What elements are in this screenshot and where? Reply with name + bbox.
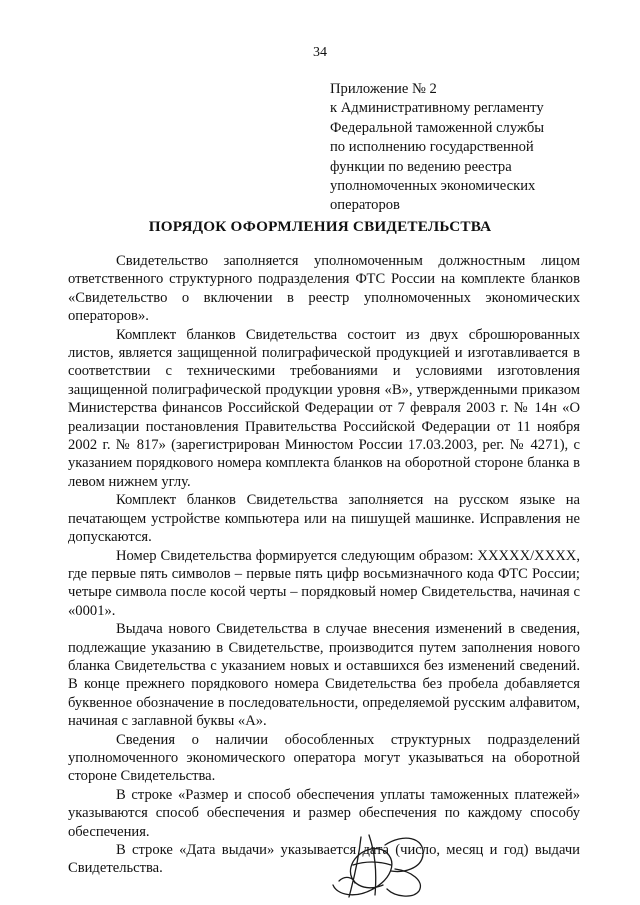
appendix-line: Приложение № 2 [330, 81, 437, 97]
appendix-line: операторов [330, 197, 400, 214]
paragraph: В строке «Размер и способ обеспечения уплаты таможенных платежей» указываются способ обеспечения и размер обеспечения по каждому способу обеспечения. [68, 786, 580, 840]
appendix-line: к Административному регламенту [330, 100, 544, 117]
paragraph: Комплект бланков Свидетельства заполняется на русском языке на печатающем устройстве компьютера или на пишущей машинке. Исправления не допускаются. [68, 492, 580, 546]
appendix-line: Федеральной таможенной службы [330, 119, 545, 136]
document-title: ПОРЯДОК ОФОРМЛЕНИЯ СВИДЕТЕЛЬСТВА [148, 218, 492, 235]
appendix-line: функции по ведению реестра [330, 158, 512, 175]
page-number: 34 [313, 45, 327, 60]
paragraph: Выдача нового Свидетельства в случае внесения изменений в сведения, подлежащие указанию в Свидетельстве, производится путем заполнения нового бланка Свидетельства с указанием новых и оставшихся без изменений сведений. В конце прежнего порядкового номера Свидетельства без пробела добавляется буквенное обозначение в последовательности, определяемой русским алфавитом, начиная с заглавной буквы «А». [68, 621, 580, 730]
appendix-line: уполномоченных экономических [330, 178, 536, 195]
paragraph: Комплект бланков Свидетельства состоит из двух сброшюрованных листов, является защищенной полиграфической продукцией и изготавливается в соответствии с техническими требованиями и условиями изготовления защищенной полиграфической продукции уровня «В», утвержденными приказом Министерства финансов Российской Федерации от 7 февраля 2003 г. № 14н «О реализации постановления Правительства Российской Федерации от 11 ноября 2002 г. № 817» (зарегистрирован Минюстом России 17.03.2003, рег. № 4271), с указанием порядкового номера комплекта бланков на оборотной стороне бланка в левом нижнем углу. [68, 326, 580, 490]
appendix-line: по исполнению государственной [330, 139, 534, 156]
appendix-heading [330, 80, 620, 216]
document-body [68, 252, 580, 878]
signature [325, 825, 435, 903]
paragraph: Сведения о наличии обособленных структурных подразделений уполномоченного экономического оператора могут указываться на оборотной стороне Свидетельства. [68, 731, 580, 785]
paragraph: В строке «Дата выдачи» указывается дата (число, месяц и год) выдачи Свидетельства. [68, 842, 580, 877]
paragraph: Свидетельство заполняется уполномоченным должностным лицом ответственного структурного подразделения ФТС России на комплекте бланков «Свидетельство о включении в реестр уполномоченных экономических операторов». [68, 253, 580, 325]
paragraph: Номер Свидетельства формируется следующим образом: XXXXX/XXXX, где первые пять символов – первые пять цифр восьмизначного кода ФТС России; четыре символа после косой черты – порядковый номер Свидетельства, начиная с «0001». [68, 547, 580, 619]
